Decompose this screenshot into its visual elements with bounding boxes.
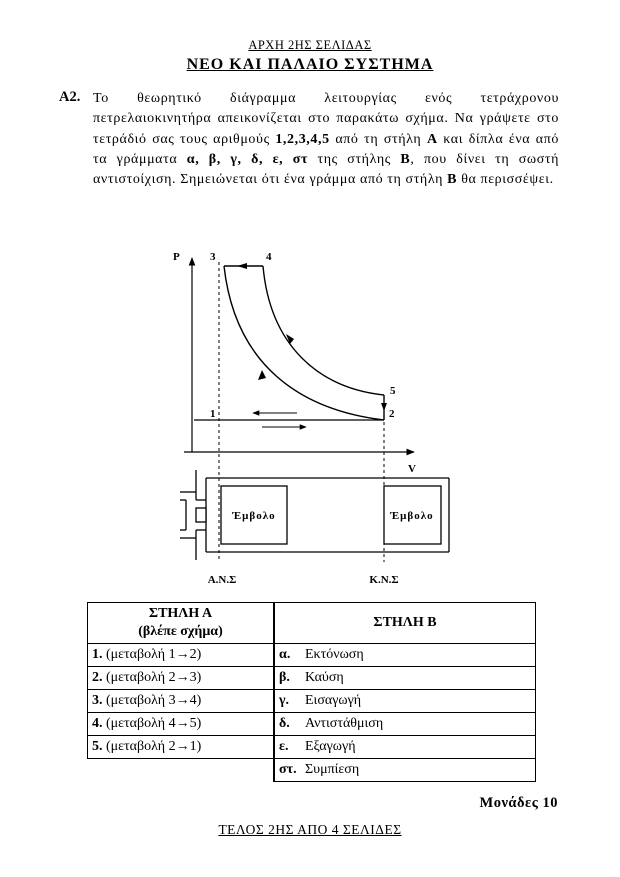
point-5-label: 5 [390,385,396,397]
column-a-subtitle: (βλέπε σχήμα) [138,624,223,639]
table-row [88,644,536,667]
option-text: Εξαγωγή [305,739,356,754]
option-text: Συμπίεση [305,762,360,777]
column-b-cell [274,690,536,713]
point-1-label: 1 [210,408,216,420]
option-text: Καύση [305,670,344,685]
column-b-cell [274,713,536,736]
compression-curve [224,266,384,420]
item-text: (μεταβολή 3→4) [106,693,202,708]
expansion-curve [263,266,384,395]
item-text: (μεταβολή 2→1) [106,739,202,754]
page-footer: ΤΕΛΟΣ 2ΗΣ ΑΠΟ 4 ΣΕΛΙΔΕΣ [218,822,402,837]
arrow-3-4 [237,263,247,269]
question-text [93,89,559,190]
p-axis-label: P [173,251,180,263]
item-number: 2. [92,670,103,685]
item-text: (μεταβολή 4→5) [106,716,202,731]
column-a-cell [88,690,275,713]
column-a-cell [88,644,275,667]
valves [180,470,206,560]
column-b-cell [274,667,536,690]
bdc-label: Κ.Ν.Σ [369,574,399,586]
table-row [88,713,536,736]
column-b-cell [274,736,536,759]
question-text-part: Το θεωρητικό διάγραμμα λειτουργίας ενός τετράχρονου πετρελαιοκινητήρα απεικονίζεται στο παρακάτω σχήμα. Να γράψετε στο τετράδιό σας τους αριθμούς [93,91,559,147]
point-3-label: 3 [210,251,216,263]
option-letter: β. [279,670,290,685]
piston-tdc-label: Έμβολο [232,510,276,522]
column-a-cell [88,667,275,690]
item-text: (μεταβολή 1→2) [106,647,202,662]
item-text: (μεταβολή 2→3) [106,670,202,685]
option-letter: α. [279,647,291,662]
question-text-part: από τη στήλη [329,131,427,147]
option-text: Αντιστάθμιση [305,716,384,731]
option-text: Εκτόνωση [305,647,364,662]
column-a-title: ΣΤΗΛΗ Α [148,606,213,621]
table-row [88,759,536,782]
column-a-ref: Α [426,131,438,147]
option-letter: γ. [279,693,290,708]
piston-bdc-label: Έμβολο [390,510,434,522]
question-text-part: και δίπλα ένα από τα γράμματα [93,131,559,167]
arrow-compression [258,370,266,380]
v-axis-label: V [408,463,416,475]
question-numbers: 1,2,3,4,5 [275,131,330,147]
column-b-cell [274,759,536,782]
marks-label: Μονάδες 10 [479,795,558,811]
item-number: 5. [92,739,103,754]
column-b-ref: Β [447,172,458,188]
page-header: ΑΡΧΗ 2ΗΣ ΣΕΛΙΔΑΣ [248,38,372,52]
pv-diagram [0,240,620,596]
column-a-cell [88,736,275,759]
column-b-header: ΣΤΗΛΗ Β [274,603,536,644]
question-text-part: της στήλης [308,151,401,167]
tdc-label: Α.Ν.Σ [207,574,237,586]
exam-title: ΝΕΟ ΚΑΙ ΠΑΛΑΙΟ ΣΥΣΤΗΜΑ [186,56,434,73]
option-letter: στ. [279,762,297,777]
point-2-label: 2 [389,408,395,420]
matching-table [87,602,536,782]
table-row [88,667,536,690]
option-letter: δ. [279,716,290,731]
option-text: Εισαγωγή [305,693,362,708]
point-4-label: 4 [266,251,272,263]
item-number: 4. [92,716,103,731]
question-text-part: , που δίνει τη σωστή αντιστοίχιση. Σημειώνεται ότι ένα γράμμα από τη στήλη [93,151,559,188]
column-a-cell [88,713,275,736]
column-b-cell [274,644,536,667]
option-letter: ε. [279,739,289,754]
question-number: Α2. [59,89,81,105]
empty-cell [88,759,275,782]
column-b-ref: Β [400,151,411,167]
question-letters: α, β, γ, δ, ε, στ [186,151,309,167]
table-header-row [88,603,536,644]
item-number: 1. [92,647,103,662]
table-row [88,736,536,759]
column-a-header [88,603,275,644]
item-number: 3. [92,693,103,708]
table-row [88,690,536,713]
question-text-part: θα περισσέψει. [457,172,554,188]
